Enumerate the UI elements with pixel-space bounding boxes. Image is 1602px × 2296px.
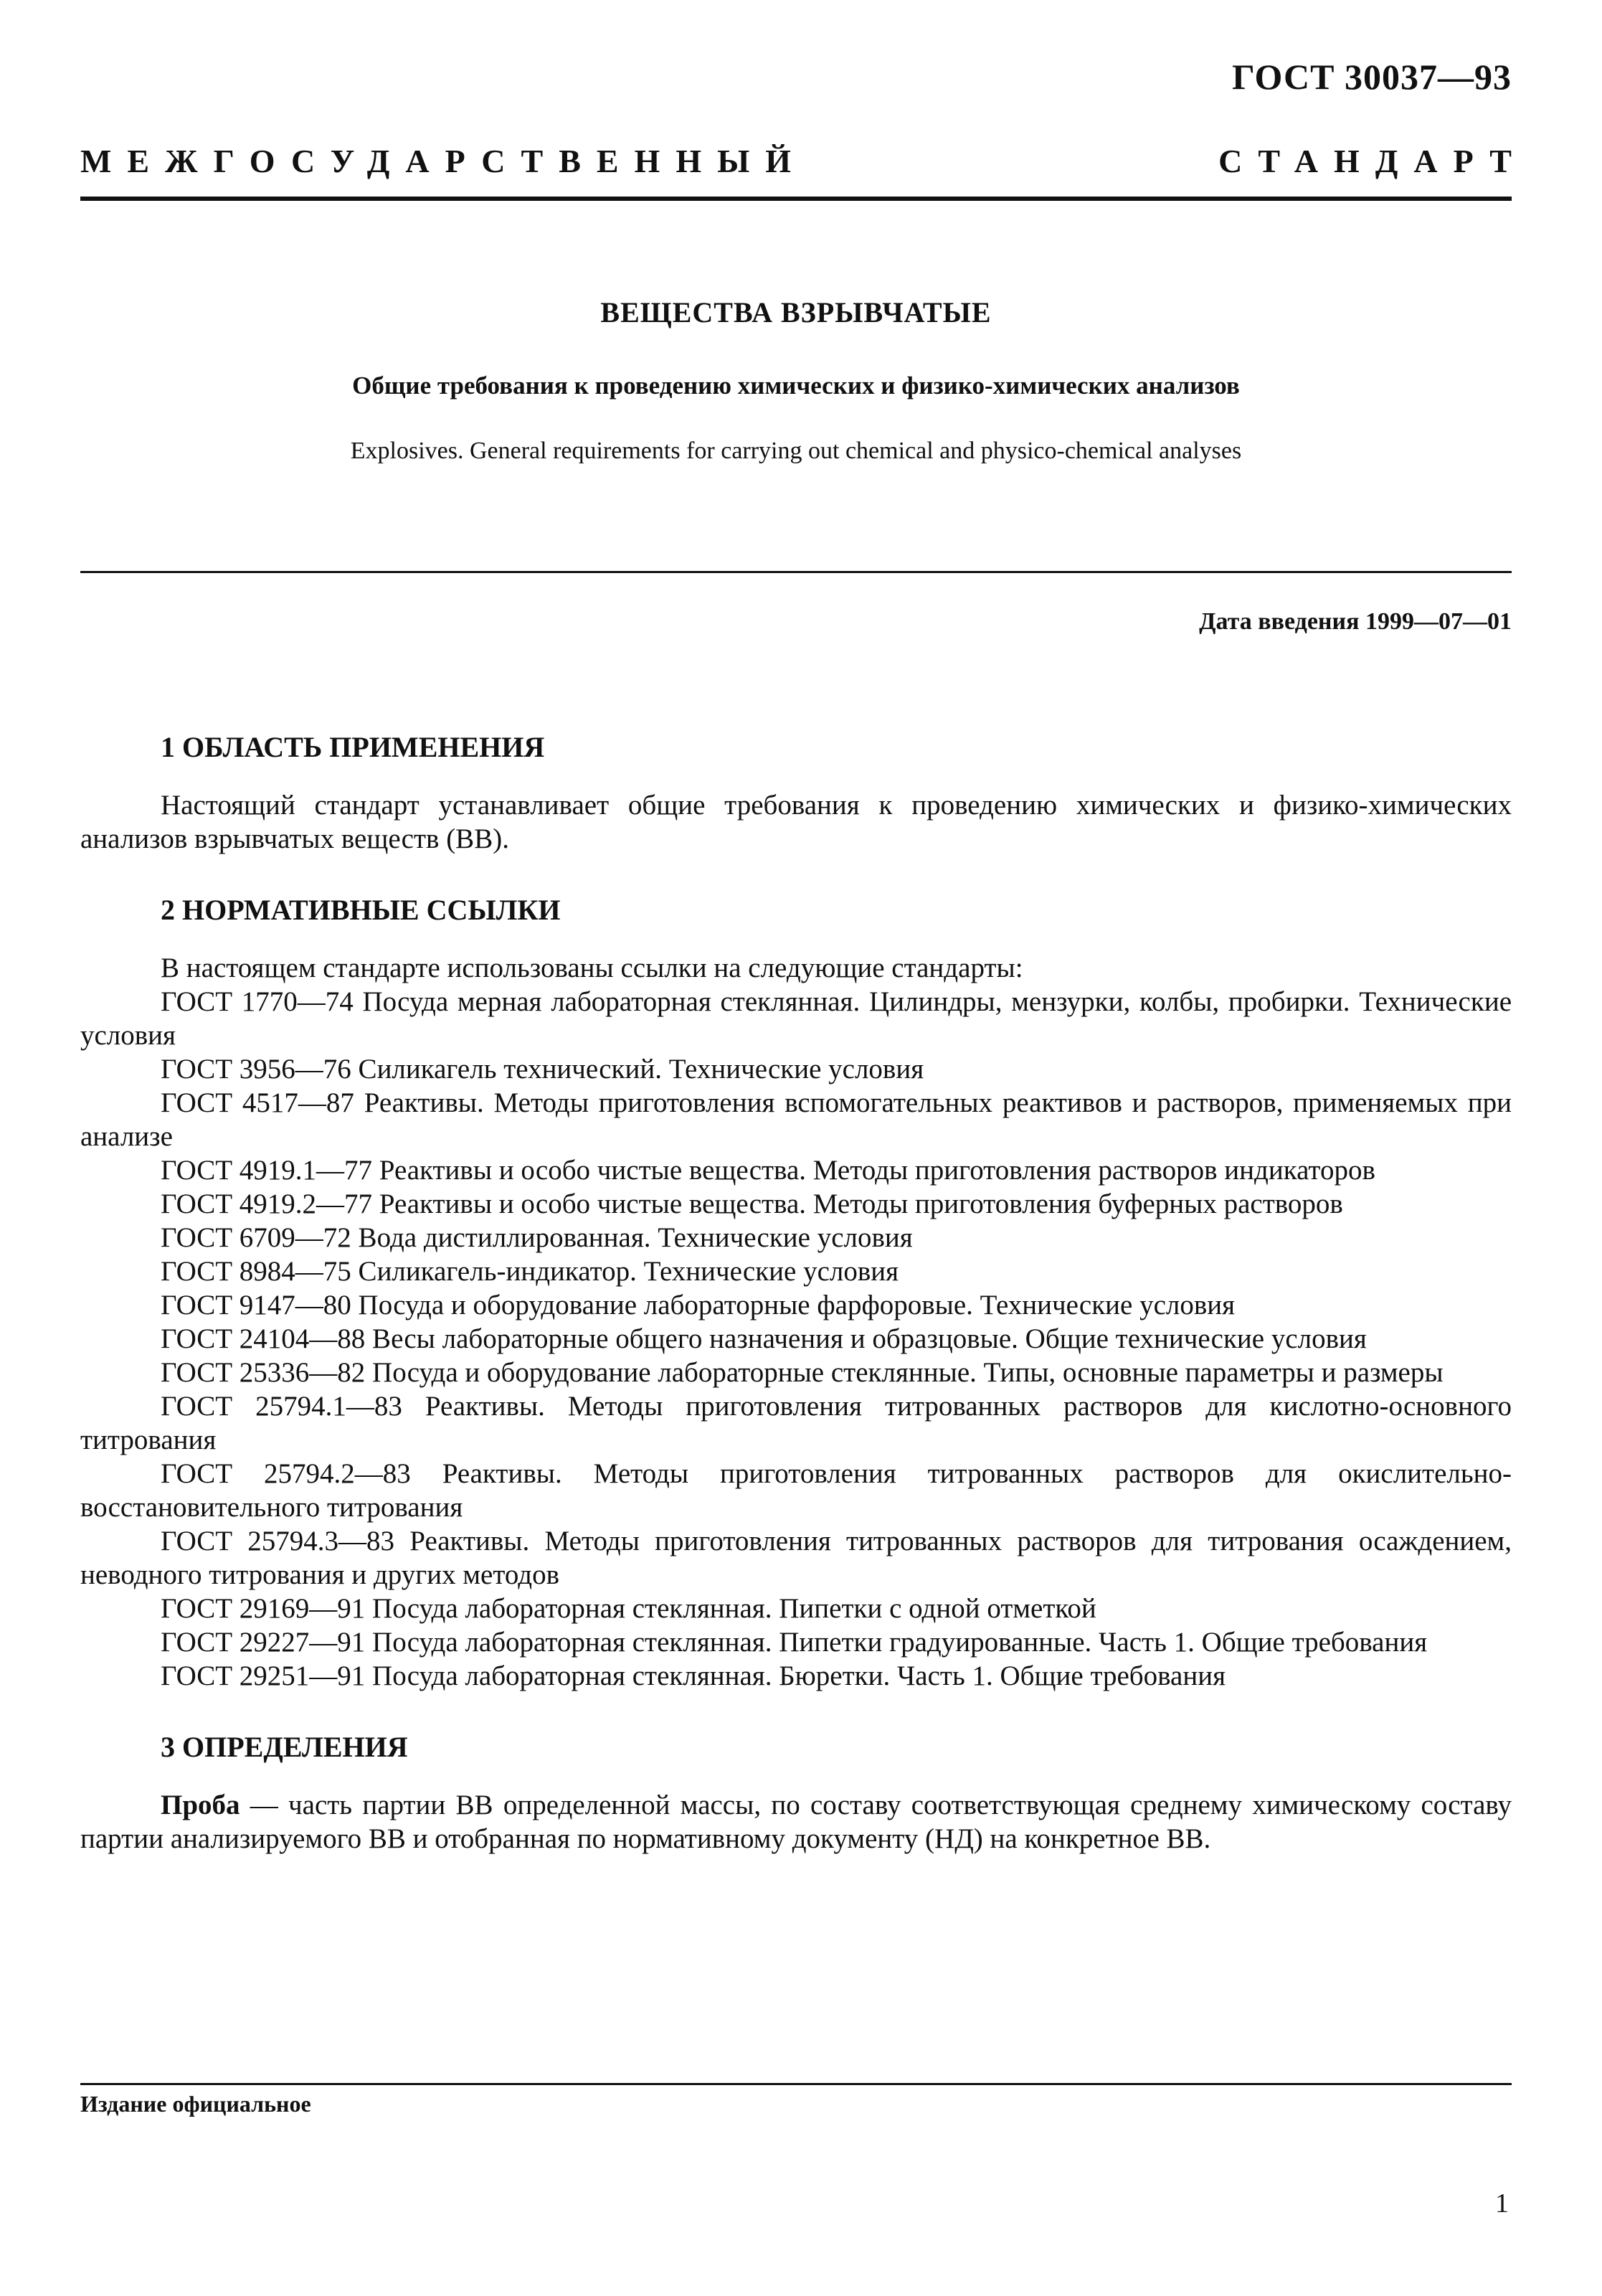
references-intro: В настоящем стандарте использованы ссылки на следующие стандарты: bbox=[161, 953, 1023, 983]
section-2-title: 2 НОРМАТИВНЫЕ ССЫЛКИ bbox=[161, 894, 561, 926]
reference-item: ГОСТ 25794.2—83 Реактивы. Методы приготовления титрованных растворов для окислительно-восстановительного титрования bbox=[80, 1458, 1512, 1523]
reference-item: ГОСТ 8984—75 Силикагель-индикатор. Технические условия bbox=[161, 1256, 899, 1287]
header-rule bbox=[80, 197, 1512, 201]
interstate-word: МЕЖГОСУДАРСТВЕННЫЙ bbox=[80, 143, 807, 179]
gost-number: ГОСТ 30037—93 bbox=[1231, 57, 1512, 97]
reference-item: ГОСТ 4517—87 Реактивы. Методы приготовления вспомогательных реактивов и растворов, применяемых при анализе bbox=[80, 1087, 1512, 1152]
reference-item: ГОСТ 29251—91 Посуда лабораторная стеклянная. Бюретки. Часть 1. Общие требования bbox=[161, 1660, 1226, 1691]
references-list bbox=[80, 985, 1512, 1693]
reference-item: ГОСТ 6709—72 Вода дистиллированная. Технические условия bbox=[161, 1222, 913, 1253]
reference-item: ГОСТ 4919.1—77 Реактивы и особо чистые вещества. Методы приготовления растворов индикаторов bbox=[161, 1155, 1375, 1186]
reference-item: ГОСТ 3956—76 Силикагель технический. Технические условия bbox=[161, 1054, 924, 1085]
definition-text: — часть партии ВВ определенной массы, по составу соответствующая среднему химическому составу партии анализируемого ВВ и отобранная по нормативному документу (НД) на конкретное ВВ. bbox=[80, 1790, 1512, 1854]
english-title: Explosives. General requirements for carrying out chemical and physico-chemical analyses bbox=[350, 438, 1242, 464]
footer-rule bbox=[80, 2083, 1512, 2085]
page-number: 1 bbox=[1495, 2188, 1509, 2219]
reference-item: ГОСТ 24104—88 Весы лабораторные общего назначения и образцовые. Общие технические условия bbox=[161, 1323, 1367, 1354]
reference-item: ГОСТ 29169—91 Посуда лабораторная стеклянная. Пипетки с одной отметкой bbox=[161, 1593, 1096, 1624]
definition-paragraph bbox=[80, 1788, 1512, 1856]
section-1-text: Настоящий стандарт устанавливает общие требования к проведению химических и физико-химических анализов взрывчатых веществ (ВВ). bbox=[80, 790, 1512, 854]
introduction-date: Дата введения 1999—07—01 bbox=[1199, 608, 1512, 635]
section-3-title: 3 ОПРЕДЕЛЕНИЯ bbox=[161, 1731, 408, 1763]
document-title: ВЕЩЕСТВА ВЗРЫВЧАТЫЕ bbox=[600, 296, 992, 329]
reference-item: ГОСТ 9147—80 Посуда и оборудование лабораторные фарфоровые. Технические условия bbox=[161, 1290, 1236, 1321]
interstate-standard-heading bbox=[80, 142, 1527, 180]
official-edition-label: Издание официальное bbox=[80, 2091, 311, 2117]
section-1-title: 1 ОБЛАСТЬ ПРИМЕНЕНИЯ bbox=[161, 731, 545, 763]
reference-item: ГОСТ 25794.3—83 Реактивы. Методы приготовления титрованных растворов для титрования осаждением, неводного титрования и других методов bbox=[80, 1526, 1512, 1590]
definition-term: Проба bbox=[161, 1790, 240, 1820]
standard-word: СТАНДАРТ bbox=[1218, 143, 1527, 179]
reference-item: ГОСТ 4919.2—77 Реактивы и особо чистые вещества. Методы приготовления буферных растворов bbox=[161, 1189, 1343, 1219]
document-body bbox=[80, 730, 1512, 1856]
reference-item: ГОСТ 25794.1—83 Реактивы. Методы приготовления титрованных растворов для кислотно-основного титрования bbox=[80, 1391, 1512, 1455]
document-subtitle: Общие требования к проведению химических и физико-химических анализов bbox=[352, 372, 1240, 400]
reference-item: ГОСТ 25336—82 Посуда и оборудование лабораторные стеклянные. Типы, основные параметры и размеры bbox=[161, 1357, 1444, 1388]
reference-item: ГОСТ 1770—74 Посуда мерная лабораторная стеклянная. Цилиндры, мензурки, колбы, пробирки. Технические условия bbox=[80, 986, 1512, 1051]
title-rule bbox=[80, 571, 1512, 573]
reference-item: ГОСТ 29227—91 Посуда лабораторная стеклянная. Пипетки градуированные. Часть 1. Общие требования bbox=[161, 1627, 1428, 1658]
